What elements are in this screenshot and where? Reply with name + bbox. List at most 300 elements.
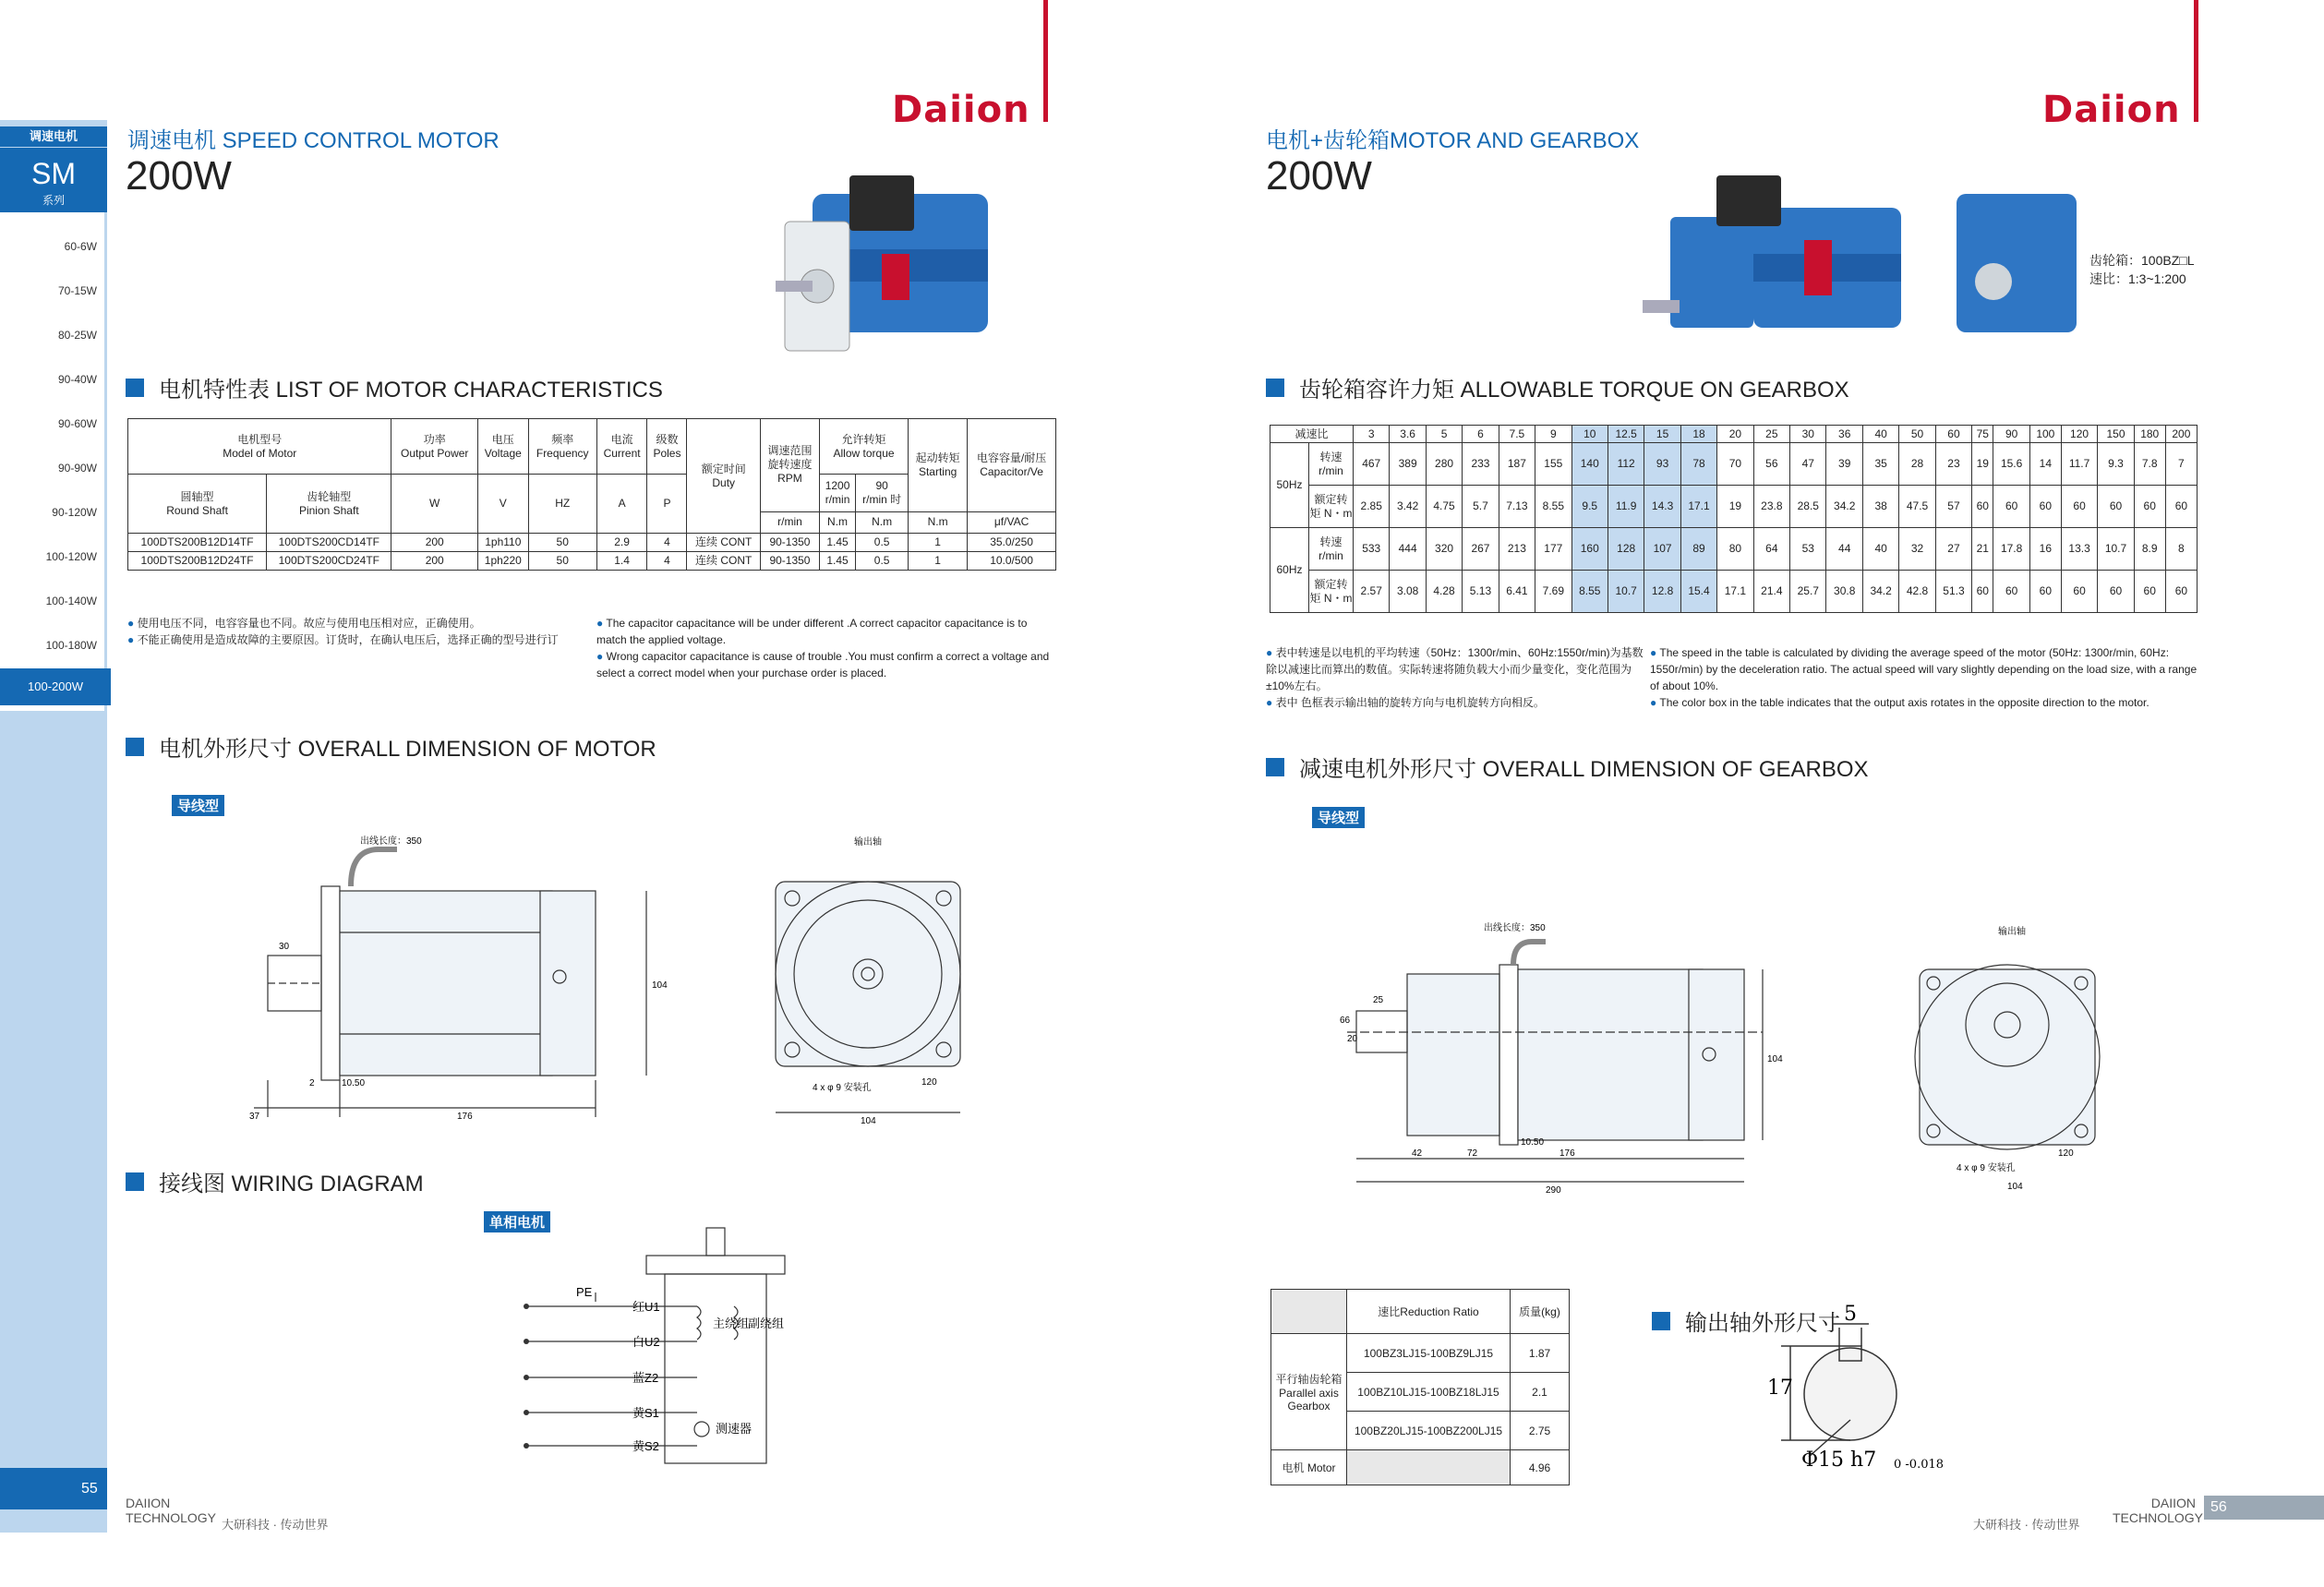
cell: 112 (1608, 443, 1644, 486)
note-item: ● The capacitor capacitance will be under different .A correct capacitor capacitance is to match the applied voltage. (596, 617, 1028, 646)
dim-72: 72 (1467, 1148, 1478, 1159)
cell: 42.8 (1899, 571, 1935, 613)
shaft-drawing (1689, 1291, 2003, 1485)
cell: 6.41 (1499, 571, 1535, 613)
cell: 60 (2061, 486, 2097, 528)
dim-out: 输出轴 (1998, 927, 2026, 937)
wire-z2: 蓝Z2 (632, 1371, 659, 1385)
dim-42: 42 (1412, 1148, 1423, 1159)
th-rmin-time: r/min 时 (862, 492, 902, 506)
th-model: 电机型号 (237, 432, 283, 446)
cell: 78 (1680, 443, 1716, 486)
th-freq: 60Hz (1270, 528, 1309, 613)
cell: 5.13 (1463, 571, 1499, 613)
th-ratio: 120 (2061, 426, 2097, 443)
th-ratio: 36 (1826, 426, 1862, 443)
sidebar-item[interactable]: 90-60W (57, 417, 97, 430)
cell: 1.4 (596, 552, 647, 571)
note-text: 表中 色框表示输出轴的旋转方向与电机旋转方向相反。 (1275, 696, 1545, 709)
cell: 100DTS200CD24TF (267, 552, 391, 571)
blank-cell (1271, 1290, 1347, 1334)
footer-brand-2: TECHNOLOGY (126, 1510, 217, 1525)
note-text: The color box in the table indicates that the output axis rotates in the opposite direction to the motor. (1659, 696, 2149, 709)
sidebar-list (0, 212, 107, 711)
unit-hz: HZ (528, 475, 596, 534)
cell: 50 (528, 552, 596, 571)
cell: 4 (647, 552, 687, 571)
th-mass: 质量(kg) (1511, 1290, 1570, 1334)
cell: 35.0/250 (968, 534, 1056, 552)
power-title: 200W (126, 153, 232, 198)
cell: 160 (1571, 528, 1608, 571)
cell: 3.08 (1390, 571, 1426, 613)
cell: 23.8 (1753, 486, 1789, 528)
tag-wire-type: 导线型 (1312, 807, 1365, 828)
section-wiring (126, 1165, 424, 1197)
tag-wire-type: 导线型 (172, 795, 224, 816)
sidebar-item[interactable]: 100-140W (45, 595, 97, 607)
table-row (1270, 443, 2198, 486)
th-torque-en: Allow torque (833, 446, 895, 460)
th-t1200: 1200 (825, 478, 850, 492)
cell: 60 (2098, 486, 2134, 528)
power-title: 200W (1266, 153, 1372, 198)
cell: 40 (1862, 528, 1898, 571)
cell: 320 (1426, 528, 1462, 571)
cell: 11.7 (2061, 443, 2097, 486)
section-title: 电机特性表 LIST OF MOTOR CHARACTERISTICS (159, 378, 663, 403)
th-ratio: 10 (1571, 426, 1608, 443)
th-ratio: 30 (1790, 426, 1826, 443)
series-sub: 系列 (42, 194, 65, 207)
cell: 14.3 (1644, 486, 1680, 528)
dim-lead: 出线长度：350 (1484, 923, 1546, 933)
footer-brand-1: DAIION (126, 1496, 171, 1510)
table-row (128, 534, 1056, 552)
cell: 56 (1753, 443, 1789, 486)
dim-120: 120 (2058, 1148, 2074, 1159)
sidebar-item[interactable]: 80-25W (57, 329, 97, 342)
gearbox-model: 齿轮箱：100BZ□L (2089, 253, 2195, 268)
tag-single-phase: 单相电机 (484, 1211, 550, 1232)
cell: 233 (1463, 443, 1499, 486)
brand-logo: Daiion (2042, 89, 2181, 131)
section-title: 电机外形尺寸 OVERALL DIMENSION OF MOTOR (159, 737, 656, 762)
cell: 19 (1717, 486, 1753, 528)
th-group: 平行轴齿轮箱 Parallel axis Gearbox (1271, 1334, 1347, 1450)
cell: 177 (1535, 528, 1571, 571)
wire-s2: 黄S2 (632, 1439, 659, 1453)
notes-en (1650, 644, 2199, 711)
cell: 0.5 (856, 552, 909, 571)
note-item: ● The color box in the table indicates that the output axis rotates in the opposite direction to the motor. (1650, 696, 2149, 709)
th-poles-en: Poles (653, 446, 681, 460)
dim-66: 66 (1340, 1016, 1351, 1026)
cell: 93 (1644, 443, 1680, 486)
cell: 60 (1993, 571, 2029, 613)
unit-rmin: r/min (760, 511, 819, 533)
th-cap-en: Capacitor/Ve (980, 464, 1043, 478)
cell: 28.5 (1790, 486, 1826, 528)
cell: 57 (1935, 486, 1971, 528)
cell: 7 (2165, 443, 2197, 486)
th-ratio: 150 (2098, 426, 2134, 443)
th-poles: 级数 (656, 432, 679, 446)
note-item: ● 表中转速是以电机的平均转速（50Hz：1300r/min、60Hz:1550r/min)为基数除以减速比而算出的数值。实际转速将随负载大小而少量变化，变化范围为±10%左右。 (1266, 646, 1644, 692)
dim-104: 104 (1767, 1054, 1783, 1064)
cell: 47.5 (1899, 486, 1935, 528)
gearbox-dimension-drawing (1319, 914, 2123, 1200)
cell: 32 (1899, 528, 1935, 571)
cell: 12.8 (1644, 571, 1680, 613)
cell: 60 (2029, 486, 2061, 528)
th-ratio: 5 (1426, 426, 1462, 443)
dim-lead: 出线长度：350 (360, 836, 422, 847)
cell: 28 (1899, 443, 1935, 486)
th-current-en: Current (603, 446, 641, 460)
right-page (1162, 0, 2324, 1587)
cell: 25.7 (1790, 571, 1826, 613)
th-rpm: 调速范围 (767, 444, 813, 458)
cell: 27 (1935, 528, 1971, 571)
page-subtitle: 调速电机 SPEED CONTROL MOTOR (127, 128, 500, 153)
footer-brand (126, 1496, 216, 1525)
th-kind: 额定转矩 N・m (1309, 486, 1354, 528)
cell: 467 (1354, 443, 1390, 486)
th-rpm-en: RPM (777, 472, 802, 486)
unit-a: A (596, 475, 647, 534)
cell: 19 (1972, 443, 1993, 486)
cell: 4.75 (1426, 486, 1462, 528)
cell: 100BZ10LJ15-100BZ18LJ15 (1347, 1373, 1511, 1412)
shaft-diameter: Φ15 h7 (1801, 1449, 1877, 1472)
cell: 15.4 (1680, 571, 1716, 613)
th-ratio: 50 (1899, 426, 1935, 443)
th-ratio: 180 (2134, 426, 2165, 443)
cell: 0.5 (856, 534, 909, 552)
section-marker (1266, 379, 1284, 397)
sidebar-item[interactable]: 100-120W (45, 550, 97, 563)
th-ratio-head: 减速比 (1270, 426, 1354, 443)
th-ratio: 3 (1354, 426, 1390, 443)
wire-u1: 红U1 (632, 1300, 660, 1314)
torque-body (1270, 426, 2198, 613)
dim-10-50: 10.50 (1521, 1137, 1545, 1148)
cell: 7.8 (2134, 443, 2165, 486)
cell: 140 (1571, 443, 1608, 486)
dim-120: 120 (921, 1077, 937, 1088)
cell: 7.69 (1535, 571, 1571, 613)
section-title: 输出轴外形尺寸 (1685, 1311, 1840, 1336)
unit-w: W (391, 475, 477, 534)
dim-25: 25 (1373, 995, 1384, 1005)
section-marker (126, 738, 144, 756)
cell: 8.9 (2134, 528, 2165, 571)
characteristics-table (127, 418, 1056, 571)
cell: 90-1350 (760, 552, 819, 571)
sidebar-item[interactable]: 60-6W (64, 240, 97, 253)
sidebar-item[interactable]: 90-40W (57, 373, 97, 386)
cell: 17.1 (1680, 486, 1716, 528)
th-round-en: Round Shaft (166, 503, 228, 517)
cell: 80 (1717, 528, 1753, 571)
section-marker (126, 379, 144, 397)
cell: 100BZ3LJ15-100BZ9LJ15 (1347, 1334, 1511, 1373)
th-pinion-en: Pinion Shaft (298, 503, 359, 517)
th-kind: 额定转矩 N・m (1309, 571, 1354, 613)
note-text: 表中转速是以电机的平均转速（50Hz：1300r/min、60Hz:1550r/min)为基数除以减速比而算出的数值。实际转速将随负载大小而少量变化，变化范围为±10%左右。 (1266, 646, 1644, 692)
unit-nm: N.m (819, 511, 855, 533)
torque-table (1270, 425, 2198, 613)
series-code: SM (31, 157, 76, 190)
cell: 1.45 (819, 552, 855, 571)
cell: 15.6 (1993, 443, 2029, 486)
sidebar-item-active[interactable]: 100-200W (0, 668, 111, 705)
cell: 2.9 (596, 534, 647, 552)
note-item: ● 表中 色框表示输出轴的旋转方向与电机旋转方向相反。 (1266, 696, 1545, 709)
cell: 1 (909, 552, 968, 571)
red-bar (1043, 0, 1048, 122)
section-gearbox-dimension (1266, 751, 1869, 783)
th-ratio: 75 (1972, 426, 1993, 443)
dim-out: 输出轴 (854, 837, 882, 848)
gearbox-mass-table (1270, 1289, 1570, 1485)
th-current: 电流 (610, 432, 633, 446)
th-model-en: Model of Motor (223, 446, 297, 460)
table-row (128, 552, 1056, 571)
th-ratio: 18 (1680, 426, 1716, 443)
cell: 9.5 (1571, 486, 1608, 528)
cell: 60 (2098, 571, 2134, 613)
th-freq: 频率 (551, 432, 574, 446)
cell: 53 (1790, 528, 1826, 571)
torque-header-row (1270, 426, 2198, 443)
cell: 60 (2061, 571, 2097, 613)
sidebar-item[interactable]: 90-90W (57, 462, 97, 475)
unit-v: V (477, 475, 528, 534)
cell: 100DTS200B12D24TF (128, 552, 267, 571)
th-torque: 允许转矩 (841, 432, 886, 446)
cell: 13.3 (2061, 528, 2097, 571)
cell: 100DTS200B12D14TF (128, 534, 267, 552)
th-starting: 起动转矩 (915, 451, 960, 464)
dim-20: 20 (1347, 1034, 1358, 1044)
label-aux: 副绕组 (748, 1316, 785, 1330)
cell: 34.2 (1862, 571, 1898, 613)
cell: 2.75 (1511, 1412, 1570, 1450)
cell: 21.4 (1753, 571, 1789, 613)
wire-pe: PE (576, 1285, 593, 1299)
table-row (1270, 571, 2198, 613)
wire-s1: 黄S1 (632, 1406, 659, 1420)
cell: 4.96 (1511, 1450, 1570, 1485)
cell: 444 (1390, 528, 1426, 571)
unit-nm: N.m (909, 511, 968, 533)
page-number: 55 (81, 1481, 98, 1497)
section-characteristics (126, 371, 663, 403)
wiring-diagram (517, 1219, 813, 1473)
th-cap: 电容容量/耐压 (976, 451, 1047, 464)
cell: 100BZ20LJ15-100BZ200LJ15 (1347, 1412, 1511, 1450)
cell: 60 (1972, 486, 1993, 528)
section-dimension (126, 730, 656, 763)
note-text: The capacitor capacitance will be under different .A correct capacitor capacitance is to match the applied voltage. (596, 617, 1028, 646)
th-duty-en: Duty (712, 475, 736, 489)
table-row (1270, 486, 2198, 528)
table-row (1270, 528, 2198, 571)
cell: 1.87 (1511, 1334, 1570, 1373)
cell: 155 (1535, 443, 1571, 486)
cell: 1 (909, 534, 968, 552)
section-marker (1652, 1312, 1670, 1330)
th-round: 圆轴型 (180, 489, 214, 503)
cell: 200 (391, 552, 477, 571)
notes-cn (127, 615, 589, 648)
sidebar-series (0, 148, 107, 212)
sidebar-category: 调速电机 (0, 126, 107, 147)
wire-u2: 白U2 (632, 1335, 660, 1349)
cell: 8.55 (1571, 571, 1608, 613)
sidebar-item[interactable]: 100-180W (45, 639, 97, 652)
cell: 389 (1390, 443, 1426, 486)
th-starting-en: Starting (918, 464, 957, 478)
dim-290: 290 (1546, 1185, 1561, 1196)
cell: 60 (2134, 571, 2165, 613)
label-tach: 测速器 (716, 1422, 753, 1436)
cell: 10.7 (1608, 571, 1644, 613)
th-rmin: r/min (825, 492, 850, 506)
cell: 64 (1753, 528, 1789, 571)
cell: 90-1350 (760, 534, 819, 552)
label-main: 主绕组 (713, 1316, 750, 1330)
note-text: The speed in the table is calculated by dividing the average speed of the motor (50Hz: 1300r/min, 60Hz: 1550r/min) by the deceleration ratio. The actual speed will vary slightly depending on the load size, with a range of about 10%. (1650, 646, 2198, 692)
notes-en (596, 615, 1056, 681)
dim-2: 2 (309, 1078, 315, 1088)
page-number: 56 (2210, 1499, 2227, 1515)
cell: 21 (1972, 528, 1993, 571)
dim-holes: 4 x φ 9 安装孔 (1957, 1163, 2016, 1173)
cell: 连续 CONT (687, 552, 760, 571)
unit-cap: μf/VAC (968, 511, 1056, 533)
blank-cell (1347, 1450, 1511, 1485)
cell: 60 (2134, 486, 2165, 528)
note-text: 不能正确使用是造成故障的主要原因。订货时，在确认电压后，选择正确的型号进行订 (137, 633, 559, 646)
footer-slogan: 大研科技 · 传动世界 (222, 1518, 329, 1532)
cell: 1.45 (819, 534, 855, 552)
cell: 100DTS200CD14TF (267, 534, 391, 552)
cell: 30.8 (1826, 571, 1862, 613)
cell: 213 (1499, 528, 1535, 571)
cell: 5.7 (1463, 486, 1499, 528)
motor-front-drawing (757, 836, 988, 1131)
th-ratio: 200 (2165, 426, 2197, 443)
shaft-key-width: 5 (1844, 1303, 1857, 1326)
red-bar (2194, 0, 2198, 122)
cell: 9.3 (2098, 443, 2134, 486)
th-kind: 转速 r/min (1309, 528, 1354, 571)
cell: 10.7 (2098, 528, 2134, 571)
cell: 50 (528, 534, 596, 552)
note-item: ● Wrong capacitor capacitance is cause of trouble .You must confirm a correct a voltage and select a correct model when your purchase order is placed. (596, 650, 1050, 679)
unit-nm: N.m (856, 511, 909, 533)
th-ratio: 7.5 (1499, 426, 1535, 443)
cell: 1ph220 (477, 552, 528, 571)
th-ratio: 9 (1535, 426, 1571, 443)
section-torque (1266, 371, 1849, 403)
page-subtitle: 电机+齿轮箱MOTOR AND GEARBOX (1266, 128, 1640, 153)
motor-photo (776, 166, 1006, 360)
section-marker (126, 1172, 144, 1191)
cell: 60 (2165, 486, 2197, 528)
cell: 2.85 (1354, 486, 1390, 528)
cell: 47 (1790, 443, 1826, 486)
th-motor: 电机 Motor (1271, 1450, 1347, 1485)
footer-brand-1: DAIION (2150, 1496, 2196, 1510)
cell: 60 (2165, 571, 2197, 613)
sidebar-item[interactable]: 70-15W (57, 284, 97, 297)
cell: 35 (1862, 443, 1898, 486)
cell: 200 (391, 534, 477, 552)
shaft-height: 17 (1767, 1377, 1793, 1400)
cell: 4 (647, 534, 687, 552)
th-rpm2: 旋转速度 (767, 458, 813, 472)
cell: 39 (1826, 443, 1862, 486)
brand-logo: Daiion (892, 89, 1030, 131)
dim-holes: 4 x φ 9 安装孔 (813, 1083, 872, 1093)
footer-brand (2113, 1496, 2204, 1525)
cell: 267 (1463, 528, 1499, 571)
th-ratio: 25 (1753, 426, 1789, 443)
cell: 3.42 (1390, 486, 1426, 528)
th-ratio: 40 (1862, 426, 1898, 443)
cell: 187 (1499, 443, 1535, 486)
cell: 4.28 (1426, 571, 1462, 613)
cell: 44 (1826, 528, 1862, 571)
cell: 17.8 (1993, 528, 2029, 571)
section-title: 接线图 WIRING DIAGRAM (159, 1172, 424, 1196)
dim-104b: 104 (2007, 1182, 2023, 1192)
cell: 60 (1972, 571, 1993, 613)
th-ratio: 6 (1463, 426, 1499, 443)
cell: 8.55 (1535, 486, 1571, 528)
th-power-en: Output Power (401, 446, 469, 460)
gearbox-ratio: 速比：1:3~1:200 (2089, 271, 2186, 286)
note-item: ● 不能正确使用是造成故障的主要原因。订货时，在确认电压后，选择正确的型号进行订 (127, 633, 559, 646)
cell: 128 (1608, 528, 1644, 571)
th-pinion: 齿轮轴型 (307, 489, 352, 503)
th-freq-en: Frequency (536, 446, 589, 460)
cell: 34.2 (1826, 486, 1862, 528)
note-item: ● The speed in the table is calculated by dividing the average speed of the motor (50Hz: 1300r/min, 60Hz: 1550r/min) by the deceleration ratio. The actual speed will vary slightly depending on the load size, with a range of about 10%. (1650, 646, 2198, 692)
gearmotor-photo (1643, 171, 2104, 346)
cell: 280 (1426, 443, 1462, 486)
th-ratio: 20 (1717, 426, 1753, 443)
cell: 51.3 (1935, 571, 1971, 613)
th-voltage: 电压 (491, 432, 514, 446)
dim-176: 176 (457, 1112, 473, 1122)
cell: 533 (1354, 528, 1390, 571)
th-ratio: 15 (1644, 426, 1680, 443)
sidebar-item[interactable]: 90-120W (52, 506, 97, 519)
cell: 107 (1644, 528, 1680, 571)
cell: 89 (1680, 528, 1716, 571)
cell: 2.1 (1511, 1373, 1570, 1412)
cell: 8 (2165, 528, 2197, 571)
cell: 连续 CONT (687, 534, 760, 552)
th-ratio: 3.6 (1390, 426, 1426, 443)
dim-104b: 104 (861, 1116, 876, 1126)
notes-cn (1266, 644, 1654, 711)
